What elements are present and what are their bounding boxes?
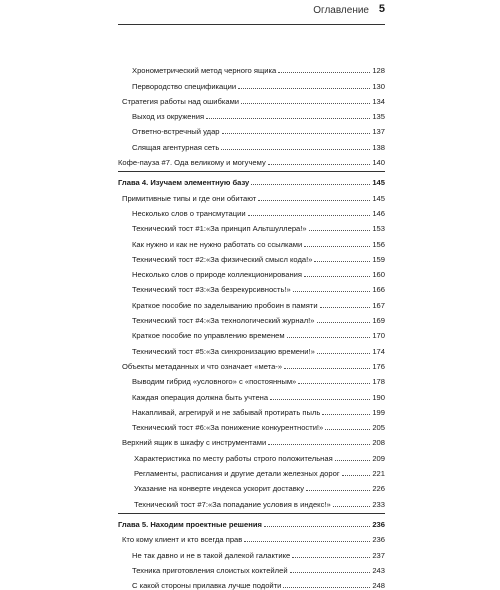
- toc-page-number: 145: [372, 193, 385, 203]
- toc-page-number: 134: [372, 96, 385, 106]
- toc-row[interactable]: [118, 447, 385, 462]
- toc-page-number: 146: [372, 208, 385, 218]
- dot-leader: [264, 525, 370, 527]
- dot-leader: [284, 367, 370, 369]
- toc-row[interactable]: [118, 529, 385, 544]
- toc-entry-title: Выводим гибрид «условного» с «постоянным»: [132, 377, 297, 387]
- toc-entry-title: Не так давно и не в такой далекой галактике: [132, 550, 291, 560]
- toc-row[interactable]: [118, 478, 385, 493]
- toc-entry-title: С какой стороны прилавка лучше подойти: [132, 581, 282, 590]
- toc-entry-title: Стратегия работы над ошибками: [122, 96, 240, 106]
- dot-leader: [244, 540, 370, 542]
- dot-leader: [325, 428, 370, 430]
- toc-row[interactable]: [118, 493, 385, 508]
- toc-page-number: 243: [372, 565, 385, 575]
- toc-row[interactable]: [118, 371, 385, 386]
- toc-page-number: 140: [372, 158, 385, 168]
- toc-page-number: 190: [372, 392, 385, 402]
- dot-leader: [248, 214, 371, 216]
- dot-leader: [298, 382, 370, 384]
- toc-page-number: 221: [372, 469, 385, 479]
- dot-leader: [251, 183, 370, 185]
- toc-chapter-row[interactable]: [118, 514, 385, 529]
- dot-leader: [306, 489, 370, 491]
- toc-entry-title: Глава 5. Находим проектные решения: [118, 519, 262, 529]
- toc-row[interactable]: [118, 233, 385, 248]
- toc-row[interactable]: [118, 75, 385, 90]
- dot-leader: [270, 398, 370, 400]
- toc-page-number: 236: [372, 535, 385, 545]
- toc-row[interactable]: [118, 463, 385, 478]
- toc-page-number: 135: [372, 112, 385, 122]
- toc-row[interactable]: [118, 417, 385, 432]
- toc-page-number: 237: [372, 550, 385, 560]
- toc-entry-title: Как нужно и как не нужно работать со ссылками: [132, 239, 303, 249]
- page-number: 5: [378, 3, 385, 15]
- toc-entry-title: Каждая операция должна быть учтена: [132, 392, 269, 402]
- toc-row[interactable]: [118, 544, 385, 559]
- toc-chapter-row[interactable]: [118, 172, 385, 187]
- toc-page-number: 167: [372, 300, 385, 310]
- toc-page-number: 159: [372, 254, 385, 264]
- toc-entry-title: Кофе-пауза #7. Ода великому и могучему: [118, 158, 266, 168]
- toc-row[interactable]: [118, 187, 385, 202]
- dot-leader: [258, 199, 370, 201]
- toc-row[interactable]: [118, 310, 385, 325]
- toc-entry-title: Слящая агентурная сеть: [132, 142, 220, 152]
- dot-leader: [317, 352, 371, 354]
- toc-entry-title: Ответно-встречный удар: [132, 127, 220, 137]
- toc-entry-title: Несколько слов о природе коллекционирования: [132, 270, 303, 280]
- toc-entry-title: Регламенты, расписания и другие детали железных дорог: [134, 469, 340, 479]
- toc-entry-title: Верхний ящик в шкафу с инструментами: [122, 438, 267, 448]
- toc-entry-title: Кто кому клиент и кто всегда прав: [122, 535, 243, 545]
- toc-row[interactable]: [118, 340, 385, 355]
- toc-row[interactable]: [118, 136, 385, 151]
- toc-entry-title: Объекты метаданных и что означает «мета-»: [122, 361, 283, 371]
- page-header: [118, 0, 385, 25]
- toc-page-number: 138: [372, 142, 385, 152]
- toc-row[interactable]: [118, 249, 385, 264]
- dot-leader: [287, 336, 371, 338]
- toc-row[interactable]: [118, 386, 385, 401]
- toc-entry-title: Технический тост #5:«За синхронизацию времени!»: [132, 346, 315, 356]
- toc-page-number: 205: [372, 423, 385, 433]
- header-title: Оглавление: [313, 5, 369, 16]
- toc-entry-title: Технический тост #4:«За технологический журнал!»: [132, 316, 315, 326]
- toc-row[interactable]: [118, 106, 385, 121]
- dot-leader: [304, 245, 370, 247]
- toc-entry-title: Краткое пособие по управлению временем: [132, 331, 285, 341]
- toc-page-number: 174: [372, 346, 385, 356]
- toc-page-number: 209: [372, 453, 385, 463]
- toc-page-number: 170: [372, 331, 385, 341]
- toc-entry-title: Накапливай, агрегируй и не забывай протирать пыль: [132, 407, 321, 417]
- dot-leader: [342, 474, 371, 476]
- toc-entry-title: Технический тост #6:«За понижение конкурентности!»: [132, 423, 324, 433]
- toc-entry-title: Глава 4. Изучаем элементную базу: [118, 178, 250, 188]
- toc-row[interactable]: [118, 560, 385, 575]
- toc-page-number: 178: [372, 377, 385, 387]
- toc-entry-title: Примитивные типы и где они обитают: [122, 193, 257, 203]
- dot-leader: [278, 71, 370, 73]
- toc-row[interactable]: [118, 279, 385, 294]
- toc-row[interactable]: [118, 325, 385, 340]
- dot-leader: [268, 163, 371, 165]
- dot-leader: [241, 102, 370, 104]
- toc-row[interactable]: [118, 402, 385, 417]
- toc-page-number: 176: [372, 361, 385, 371]
- toc-page-number: 248: [372, 581, 385, 590]
- toc-row[interactable]: [118, 294, 385, 309]
- toc-row[interactable]: [118, 575, 385, 590]
- dot-leader: [333, 505, 371, 507]
- dot-leader: [335, 459, 371, 461]
- toc-row[interactable]: [118, 432, 385, 447]
- toc-entry-title: Хронометрический метод черного ящика: [132, 66, 277, 76]
- dot-leader: [268, 443, 370, 445]
- toc-page-number: 236: [372, 519, 385, 529]
- toc-entry-title: Технический тост #7:«За попадание условия в индекс!»: [134, 499, 331, 509]
- toc-row[interactable]: [118, 121, 385, 136]
- toc-page-number: 226: [372, 484, 385, 494]
- toc-entry-title: Выход из окружения: [132, 112, 205, 122]
- toc-page-number: 145: [372, 178, 385, 188]
- toc-row[interactable]: [118, 264, 385, 279]
- toc-row[interactable]: [118, 356, 385, 371]
- dot-leader: [293, 290, 371, 292]
- dot-leader: [238, 87, 370, 89]
- dot-leader: [222, 132, 371, 134]
- toc-entry-title: Технический тост #3:«За безрекурсивность!»: [132, 285, 291, 295]
- dot-leader: [320, 306, 371, 308]
- dot-leader: [290, 571, 371, 573]
- dot-leader: [292, 556, 370, 558]
- toc-page-number: 137: [372, 127, 385, 137]
- dot-leader: [322, 413, 370, 415]
- toc-page-number: 153: [372, 224, 385, 234]
- toc-row[interactable]: [118, 60, 385, 75]
- toc-entry-title: Характеристика по месту работы строго положительная: [134, 453, 333, 463]
- toc-row[interactable]: [118, 218, 385, 233]
- toc-entry-title: Технический тост #1:«За принцип Альтшуллера!»: [132, 224, 307, 234]
- toc-entry-title: Техника приготовления слоистых коктейлей: [132, 565, 288, 575]
- toc-page-number: 128: [372, 66, 385, 76]
- toc-entry-title: Первородство спецификации: [132, 81, 237, 91]
- toc-entry-title: Несколько слов о трансмутации: [132, 208, 246, 218]
- table-of-contents: [118, 60, 385, 590]
- toc-row[interactable]: [118, 203, 385, 218]
- toc-entry-title: Технический тост #2:«За физический смысл кода!»: [132, 254, 313, 264]
- toc-page-number: 130: [372, 81, 385, 91]
- toc-entry-title: Краткое пособие по заделыванию пробоин в памяти: [132, 300, 318, 310]
- toc-row[interactable]: [118, 91, 385, 106]
- toc-page-number: 199: [372, 407, 385, 417]
- dot-leader: [314, 260, 370, 262]
- dot-leader: [206, 117, 370, 119]
- dot-leader: [283, 586, 370, 588]
- toc-page-number: 166: [372, 285, 385, 295]
- toc-page-number: 233: [372, 499, 385, 509]
- toc-entry-title: Указание на конверте индекса ускорит доставку: [134, 484, 305, 494]
- toc-page-number: 156: [372, 239, 385, 249]
- toc-page-number: 169: [372, 316, 385, 326]
- toc-row[interactable]: [118, 152, 385, 167]
- dot-leader: [221, 148, 370, 150]
- toc-page-number: 160: [372, 270, 385, 280]
- toc-page-number: 208: [372, 438, 385, 448]
- dot-leader: [304, 275, 370, 277]
- dot-leader: [317, 321, 371, 323]
- dot-leader: [309, 229, 371, 231]
